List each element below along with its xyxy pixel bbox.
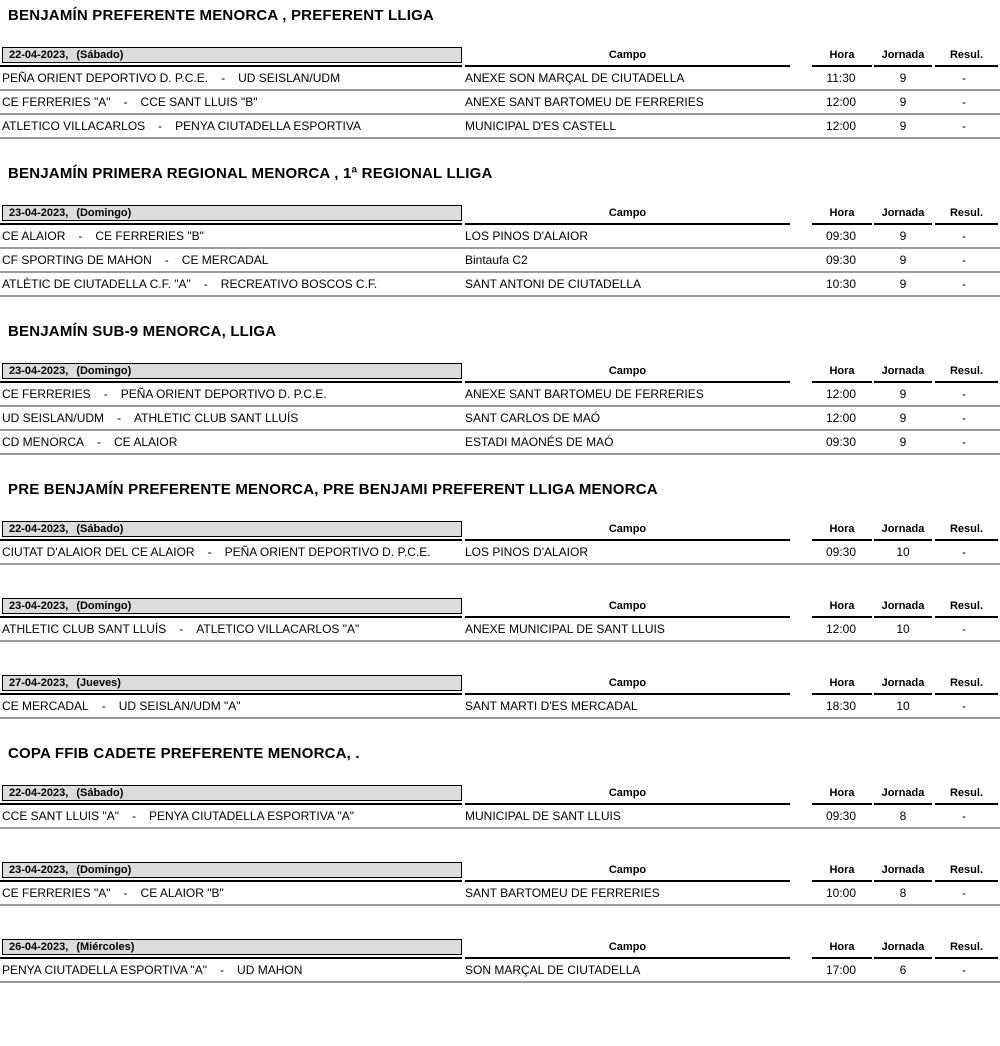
vs-dash: - bbox=[123, 95, 128, 109]
date-header bbox=[2, 785, 462, 801]
table-header bbox=[0, 785, 1000, 805]
fixture-table bbox=[0, 939, 1000, 983]
away-team: CE ALAIOR "B" bbox=[140, 886, 224, 900]
table-header bbox=[0, 205, 1000, 225]
result: - bbox=[962, 809, 966, 823]
fixture-row bbox=[0, 541, 1000, 565]
vs-dash: - bbox=[117, 411, 122, 425]
home-team: CE ALAIOR bbox=[2, 229, 66, 243]
column-header-hora: Hora bbox=[829, 365, 855, 377]
fixture-table bbox=[0, 675, 1000, 719]
column-header-hora: Hora bbox=[829, 941, 855, 953]
table-rows bbox=[0, 383, 1000, 455]
match-teams bbox=[2, 545, 431, 559]
league-section bbox=[0, 165, 1000, 297]
column-header-hora: Hora bbox=[829, 523, 855, 535]
home-team: PEÑA ORIENT DEPORTIVO D. P.C.E. bbox=[2, 71, 209, 85]
home-team: CIUTAT D'ALAIOR DEL CE ALAIOR bbox=[2, 545, 195, 559]
matchday: 8 bbox=[899, 809, 907, 823]
day-label: (Sábado) bbox=[76, 49, 124, 61]
section-tables bbox=[0, 47, 1000, 139]
home-team: ATLETICO VILLACARLOS bbox=[2, 119, 146, 133]
day-label: (Sábado) bbox=[76, 787, 124, 799]
vs-dash: - bbox=[132, 809, 136, 823]
day-label: (Miércoles) bbox=[76, 941, 135, 953]
fixture-row bbox=[0, 225, 1000, 249]
date-header bbox=[2, 205, 462, 221]
date-label: 23-04-2023, bbox=[9, 600, 69, 612]
home-team: CE MERCADAL bbox=[2, 699, 89, 713]
day-label: (Domingo) bbox=[76, 864, 132, 876]
away-team: UD MAHON bbox=[237, 963, 303, 977]
date-header bbox=[2, 521, 462, 537]
fixture-row bbox=[0, 407, 1000, 431]
league-title: COPA FFIB CADETE PREFERENTE MENORCA, . bbox=[8, 745, 360, 762]
column-header-hora: Hora bbox=[829, 787, 855, 799]
kickoff-time: 12:00 bbox=[825, 387, 857, 401]
league-section bbox=[0, 745, 1000, 983]
match-teams bbox=[2, 809, 354, 823]
away-team: PENYA CIUTADELLA ESPORTIVA "A" bbox=[149, 809, 355, 823]
column-header-campo: Campo bbox=[608, 787, 647, 799]
result: - bbox=[962, 886, 966, 900]
column-header-jornada: Jornada bbox=[881, 365, 925, 377]
column-header-resul: Resul. bbox=[949, 864, 983, 876]
venue: LOS PINOS D'ALAIOR bbox=[465, 545, 588, 559]
match-teams bbox=[2, 963, 302, 977]
column-header-hora: Hora bbox=[829, 864, 855, 876]
vs-dash: - bbox=[101, 699, 106, 713]
matchday: 9 bbox=[899, 229, 907, 243]
result: - bbox=[962, 229, 966, 243]
fixture-row bbox=[0, 91, 1000, 115]
column-header-resul: Resul. bbox=[949, 677, 983, 689]
section-tables bbox=[0, 363, 1000, 455]
home-team: CF SPORTING DE MAHON bbox=[2, 253, 152, 267]
kickoff-time: 12:00 bbox=[825, 622, 857, 636]
column-header-resul: Resul. bbox=[949, 365, 983, 377]
match-teams bbox=[2, 886, 224, 900]
date-label: 23-04-2023, bbox=[9, 365, 69, 377]
table-header bbox=[0, 47, 1000, 67]
section-tables bbox=[0, 521, 1000, 719]
venue: ANEXE SANT BARTOMEU DE FERRERIES bbox=[465, 387, 704, 401]
result: - bbox=[962, 119, 966, 133]
matchday: 9 bbox=[899, 387, 907, 401]
table-rows bbox=[0, 959, 1000, 983]
column-header-campo: Campo bbox=[608, 365, 647, 377]
fixture-row bbox=[0, 882, 1000, 906]
column-header-jornada: Jornada bbox=[881, 677, 925, 689]
home-team: CE FERRERIES bbox=[2, 387, 91, 401]
day-label: (Jueves) bbox=[76, 677, 121, 689]
away-team: PENYA CIUTADELLA ESPORTIVA bbox=[175, 119, 361, 133]
vs-dash: - bbox=[179, 622, 184, 636]
fixture-table bbox=[0, 363, 1000, 455]
table-rows bbox=[0, 882, 1000, 906]
matchday: 9 bbox=[899, 253, 907, 267]
result: - bbox=[962, 277, 966, 291]
column-header-jornada: Jornada bbox=[881, 864, 925, 876]
match-teams bbox=[2, 435, 177, 449]
venue: LOS PINOS D'ALAIOR bbox=[465, 229, 588, 243]
column-header-jornada: Jornada bbox=[881, 787, 925, 799]
venue: SANT CARLOS DE MAÓ bbox=[465, 411, 601, 425]
date-label: 26-04-2023, bbox=[9, 941, 69, 953]
fixture-row bbox=[0, 959, 1000, 983]
matchday: 6 bbox=[899, 963, 907, 977]
matchday: 9 bbox=[899, 435, 907, 449]
matchday: 9 bbox=[899, 411, 907, 425]
home-team: CD MENORCA bbox=[2, 435, 85, 449]
fixture-row bbox=[0, 805, 1000, 829]
table-rows bbox=[0, 805, 1000, 829]
home-team: ATHLETIC CLUB SANT LLUÍS bbox=[2, 622, 167, 636]
fixture-table bbox=[0, 862, 1000, 906]
away-team: CE ALAIOR bbox=[114, 435, 178, 449]
kickoff-time: 09:30 bbox=[825, 229, 857, 243]
table-rows bbox=[0, 225, 1000, 297]
fixture-row bbox=[0, 115, 1000, 139]
column-header-hora: Hora bbox=[829, 677, 855, 689]
kickoff-time: 18:30 bbox=[825, 699, 857, 713]
result: - bbox=[962, 387, 966, 401]
column-header-resul: Resul. bbox=[949, 49, 983, 61]
fixture-table bbox=[0, 598, 1000, 642]
column-header-campo: Campo bbox=[608, 49, 647, 61]
table-header bbox=[0, 598, 1000, 618]
away-team: PEÑA ORIENT DEPORTIVO D. P.C.E. bbox=[224, 545, 431, 559]
column-header-jornada: Jornada bbox=[881, 523, 925, 535]
league-title: PRE BENJAMÍN PREFERENTE MENORCA, PRE BENJAMI PREFERENT LLIGA MENORCA bbox=[8, 481, 658, 498]
vs-dash: - bbox=[103, 387, 108, 401]
venue: ANEXE SON MARÇAL DE CIUTADELLA bbox=[465, 71, 685, 85]
away-team: CE MERCADAL bbox=[181, 253, 269, 267]
column-header-jornada: Jornada bbox=[881, 49, 925, 61]
away-team: ATLETICO VILLACARLOS "A" bbox=[196, 622, 360, 636]
table-header bbox=[0, 862, 1000, 882]
column-header-resul: Resul. bbox=[949, 941, 983, 953]
column-header-campo: Campo bbox=[608, 677, 647, 689]
match-teams bbox=[2, 119, 361, 133]
kickoff-time: 12:00 bbox=[825, 411, 857, 425]
home-team: PENYA CIUTADELLA ESPORTIVA "A" bbox=[2, 963, 208, 977]
away-team: CCE SANT LLUIS "B" bbox=[140, 95, 258, 109]
table-header bbox=[0, 363, 1000, 383]
venue: SON MARÇAL DE CIUTADELLA bbox=[465, 963, 641, 977]
kickoff-time: 09:30 bbox=[825, 435, 857, 449]
table-header bbox=[0, 939, 1000, 959]
away-team: UD SEISLAN/UDM "A" bbox=[118, 699, 241, 713]
matchday: 9 bbox=[899, 71, 907, 85]
column-header-campo: Campo bbox=[608, 864, 647, 876]
table-header bbox=[0, 521, 1000, 541]
result: - bbox=[962, 95, 966, 109]
column-header-resul: Resul. bbox=[949, 207, 983, 219]
kickoff-time: 12:00 bbox=[825, 95, 857, 109]
venue: SANT MARTI D'ES MERCADAL bbox=[465, 699, 638, 713]
kickoff-time: 09:30 bbox=[825, 809, 857, 823]
table-rows bbox=[0, 541, 1000, 565]
venue: ANEXE SANT BARTOMEU DE FERRERIES bbox=[465, 95, 704, 109]
fixture-row bbox=[0, 383, 1000, 407]
matchday: 9 bbox=[899, 119, 907, 133]
vs-dash: - bbox=[158, 119, 163, 133]
day-label: (Sábado) bbox=[76, 523, 124, 535]
venue: MUNICIPAL DE SANT LLUIS bbox=[465, 809, 621, 823]
kickoff-time: 11:30 bbox=[826, 71, 856, 85]
table-rows bbox=[0, 695, 1000, 719]
result: - bbox=[962, 435, 966, 449]
venue: Bintaufa C2 bbox=[465, 253, 528, 267]
match-teams bbox=[2, 277, 377, 291]
date-label: 22-04-2023, bbox=[9, 49, 69, 61]
result: - bbox=[962, 71, 966, 85]
date-header bbox=[2, 598, 462, 614]
column-header-jornada: Jornada bbox=[881, 600, 925, 612]
kickoff-time: 09:30 bbox=[825, 253, 857, 267]
match-teams bbox=[2, 229, 204, 243]
result: - bbox=[962, 699, 966, 713]
column-header-hora: Hora bbox=[829, 600, 855, 612]
matchday: 9 bbox=[899, 277, 907, 291]
result: - bbox=[962, 545, 966, 559]
away-team: PEÑA ORIENT DEPORTIVO D. P.C.E. bbox=[120, 387, 327, 401]
away-team: UD SEISLAN/UDM bbox=[238, 71, 341, 85]
table-header bbox=[0, 675, 1000, 695]
home-team: CCE SANT LLUIS "A" bbox=[2, 809, 119, 823]
column-header-campo: Campo bbox=[608, 207, 647, 219]
vs-dash: - bbox=[78, 229, 83, 243]
vs-dash: - bbox=[207, 545, 212, 559]
kickoff-time: 10:00 bbox=[825, 886, 857, 900]
home-team: CE FERRERIES "A" bbox=[2, 886, 111, 900]
date-label: 23-04-2023, bbox=[9, 864, 69, 876]
venue: ANEXE MUNICIPAL DE SANT LLUIS bbox=[465, 622, 665, 636]
column-header-campo: Campo bbox=[608, 600, 647, 612]
column-header-resul: Resul. bbox=[949, 600, 983, 612]
vs-dash: - bbox=[220, 963, 225, 977]
fixture-row bbox=[0, 618, 1000, 642]
kickoff-time: 09:30 bbox=[825, 545, 857, 559]
date-label: 23-04-2023, bbox=[9, 207, 69, 219]
fixture-row bbox=[0, 67, 1000, 91]
match-teams bbox=[2, 699, 241, 713]
matchday: 10 bbox=[896, 622, 910, 636]
venue: SANT BARTOMEU DE FERRERIES bbox=[465, 886, 660, 900]
fixture-table bbox=[0, 47, 1000, 139]
section-tables bbox=[0, 205, 1000, 297]
day-label: (Domingo) bbox=[76, 207, 132, 219]
fixture-row bbox=[0, 273, 1000, 297]
home-team: ATLÈTIC DE CIUTADELLA C.F. "A" bbox=[2, 277, 191, 291]
fixture-table bbox=[0, 785, 1000, 829]
column-header-jornada: Jornada bbox=[881, 207, 925, 219]
kickoff-time: 10:30 bbox=[825, 277, 857, 291]
fixture-row bbox=[0, 249, 1000, 273]
match-teams bbox=[2, 71, 340, 85]
table-rows bbox=[0, 67, 1000, 139]
league-title: BENJAMÍN SUB-9 MENORCA, LLIGA bbox=[8, 323, 277, 340]
fixture-row bbox=[0, 431, 1000, 455]
kickoff-time: 12:00 bbox=[825, 119, 857, 133]
vs-dash: - bbox=[164, 253, 169, 267]
vs-dash: - bbox=[97, 435, 102, 449]
fixture-table bbox=[0, 205, 1000, 297]
section-tables bbox=[0, 785, 1000, 983]
column-header-campo: Campo bbox=[608, 941, 647, 953]
home-team: CE FERRERIES "A" bbox=[2, 95, 111, 109]
home-team: UD SEISLAN/UDM bbox=[2, 411, 105, 425]
league-title: BENJAMÍN PRIMERA REGIONAL MENORCA , 1ª REGIONAL LLIGA bbox=[8, 165, 493, 182]
result: - bbox=[962, 253, 966, 267]
date-header bbox=[2, 862, 462, 878]
date-header bbox=[2, 47, 462, 63]
column-header-resul: Resul. bbox=[949, 787, 983, 799]
fixture-table bbox=[0, 521, 1000, 565]
date-header bbox=[2, 675, 462, 691]
column-header-hora: Hora bbox=[829, 207, 855, 219]
match-teams bbox=[2, 95, 258, 109]
date-label: 22-04-2023, bbox=[9, 787, 69, 799]
league-section bbox=[0, 7, 1000, 139]
match-teams bbox=[2, 411, 298, 425]
date-label: 22-04-2023, bbox=[9, 523, 69, 535]
day-label: (Domingo) bbox=[76, 600, 132, 612]
matchday: 8 bbox=[899, 886, 907, 900]
venue: ESTADI MAONÉS DE MAÓ bbox=[465, 435, 614, 449]
table-rows bbox=[0, 618, 1000, 642]
column-header-jornada: Jornada bbox=[881, 941, 925, 953]
league-section bbox=[0, 323, 1000, 455]
column-header-hora: Hora bbox=[829, 49, 855, 61]
away-team: ATHLETIC CLUB SANT LLUÍS bbox=[134, 411, 299, 425]
matchday: 10 bbox=[896, 699, 910, 713]
date-header bbox=[2, 363, 462, 379]
fixture-row bbox=[0, 695, 1000, 719]
match-teams bbox=[2, 387, 327, 401]
column-header-resul: Resul. bbox=[949, 523, 983, 535]
away-team: CE FERRERIES "B" bbox=[95, 229, 204, 243]
league-section bbox=[0, 481, 1000, 719]
day-label: (Domingo) bbox=[76, 365, 132, 377]
date-header bbox=[2, 939, 462, 955]
column-header-campo: Campo bbox=[608, 523, 647, 535]
venue: MUNICIPAL D'ES CASTELL bbox=[465, 119, 616, 133]
date-label: 27-04-2023, bbox=[9, 677, 69, 689]
result: - bbox=[962, 411, 966, 425]
result: - bbox=[962, 622, 966, 636]
vs-dash: - bbox=[123, 886, 128, 900]
venue: SANT ANTONI DE CIUTADELLA bbox=[465, 277, 642, 291]
league-title: BENJAMÍN PREFERENTE MENORCA , PREFERENT LLIGA bbox=[8, 7, 434, 24]
vs-dash: - bbox=[221, 71, 226, 85]
kickoff-time: 17:00 bbox=[825, 963, 857, 977]
vs-dash: - bbox=[203, 277, 208, 291]
match-teams bbox=[2, 622, 359, 636]
away-team: RECREATIVO BOSCOS C.F. bbox=[220, 277, 378, 291]
match-teams bbox=[2, 253, 268, 267]
matchday: 10 bbox=[896, 545, 910, 559]
matchday: 9 bbox=[899, 95, 907, 109]
result: - bbox=[962, 963, 966, 977]
